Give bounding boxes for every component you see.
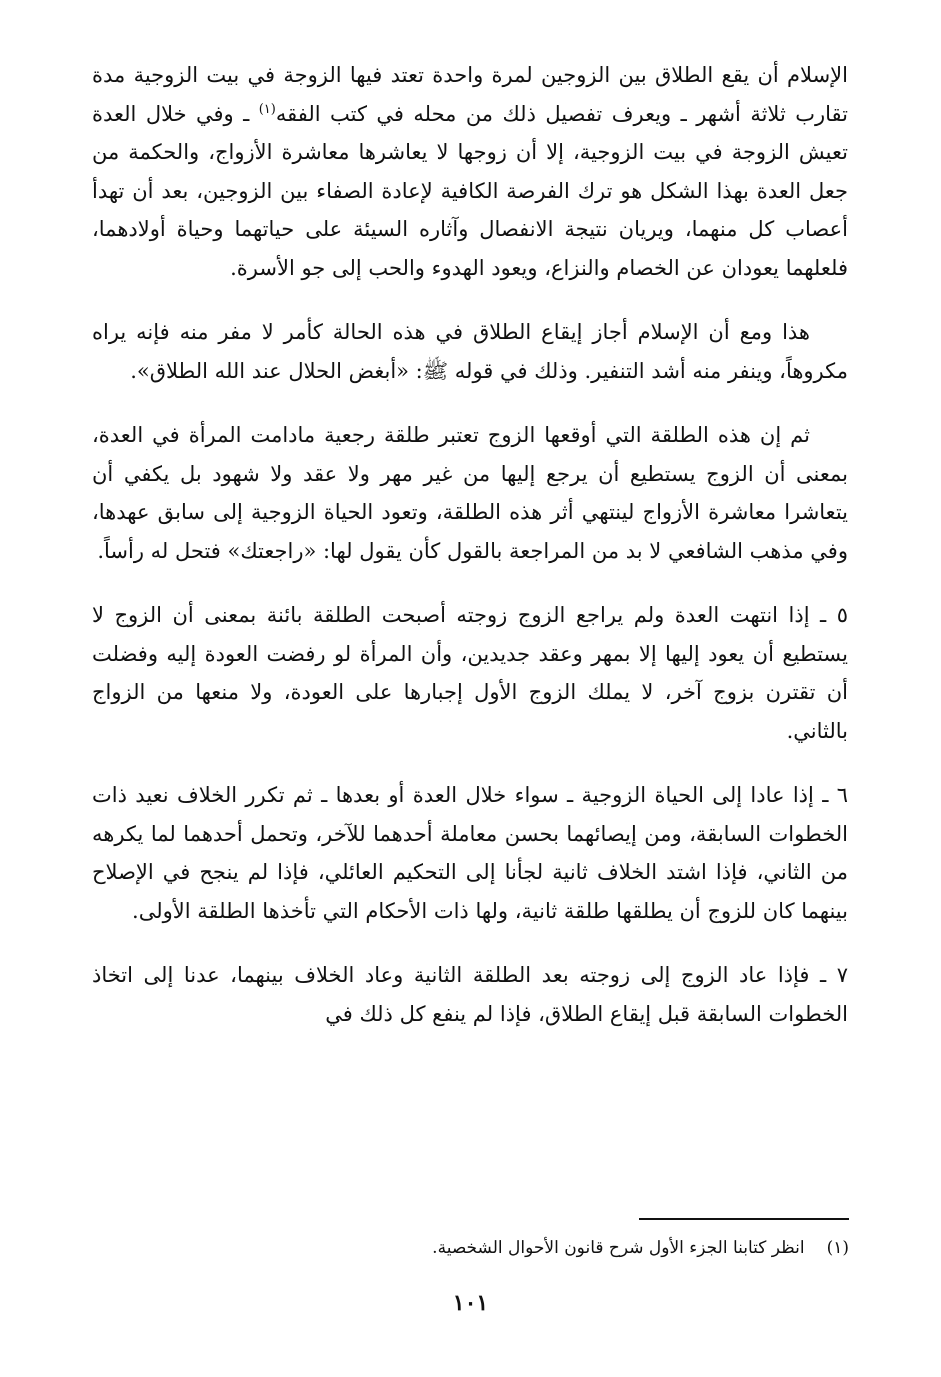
page-body	[92, 56, 848, 1059]
paragraph-3: ثم إن هذه الطلقة التي أوقعها الزوج تعتبر طلقة رجعية مادامت المرأة في العدة، بمعنى أن الزوج يستطيع أن يرجع إليها من غير مهر ولا عقد ولا شهود بل يكفي أن يتعاشرا معاشرة الأزواج لينتهي أثر هذه الطلقة، وتعود الحياة الزوجية إلى سابق عهدها، وفي مذهب الشافعي لا بد من المراجعة بالقول كأن يقول لها: «راجعتك» فتحل له رأساً.	[92, 423, 848, 563]
paragraph-1-text-start: الإسلام أن يقع الطلاق بين الزوجين لمرة واحدة تعتد فيها الزوجة في بيت الزوجية مدة تقارب ثلاثة أشهر ـ ويعرف تفصيل ذلك من محله في كتب الفقه	[92, 63, 849, 126]
paragraph-1	[92, 56, 848, 287]
paragraph-1-text-end: ـ وفي خلال العدة تعيش الزوجة في بيت الزوجية، إلا أن زوجها لا يعاشرها معاشرة الأزواج، والحكمة من جعل العدة بهذا الشكل هو ترك الفرصة الكافية لإعادة الصفاء بين الزوجين، بعد أن تهدأ أعصاب كل منهما، ويريان نتيجة الانفصال وآثاره السيئة على حياتهما وحياة أولادهما، فلعلهما يعودان عن الخصام والنزاع، ويعود الهدوء والحب إلى جو الأسرة.	[92, 101, 848, 280]
footnote-reference: (١)	[258, 101, 276, 117]
page-number: ١٠١	[452, 1290, 489, 1316]
footnote	[93, 1234, 849, 1262]
footnote-divider	[639, 1218, 849, 1220]
footnote-number: (١)	[826, 1238, 849, 1258]
paragraph-item-5: ٥ ـ إذا انتهت العدة ولم يراجع الزوج زوجته أصبحت الطلقة بائنة بمعنى أن الزوج لا يستطيع أن يعود إليها إلا بمهر وعقد جديدين، وأن المرأة لو رفضت العودة إليه وفضلت أن تقترن بزوج آخر، لا يملك الزوج الأول إجبارها على العودة، ولا منعها من الزواج بالثاني.	[92, 603, 848, 743]
paragraph-item-6: ٦ ـ إذا عادا إلى الحياة الزوجية ـ سواء خلال العدة أو بعدها ـ ثم تكرر الخلاف نعيد ذات الخطوات السابقة، ومن إيصائهما بحسن معاملة أحدهما للآخر، وتحمل أحدهما لما يكرهه من الثاني، فإذا اشتد الخلاف ثانية لجأنا إلى التحكيم العائلي، فإذا لم ينجح في الإصلاح بينهما كان للزوج أن يطلقها طلقة ثانية، ولها ذات الأحكام التي تأخذها الطلقة الأولى.	[92, 783, 848, 923]
paragraph-item-7: ٧ ـ فإذا عاد الزوج إلى زوجته بعد الطلقة الثانية وعاد الخلاف بينهما، عدنا إلى اتخاذ الخطوات السابقة قبل إيقاع الطلاق، فإذا لم ينفع كل ذلك في	[92, 963, 848, 1026]
paragraph-2: هذا ومع أن الإسلام أجاز إيقاع الطلاق في هذه الحالة كأمر لا مفر منه فإنه يراه مكروهاً، وينفر منه أشد التنفير. وذلك في قوله ﷺ: «أبغض الحلال عند الله الطلاق».	[92, 320, 848, 383]
footnote-text: انظر كتابنا الجزء الأول شرح قانون الأحوال الشخصية.	[432, 1238, 805, 1258]
